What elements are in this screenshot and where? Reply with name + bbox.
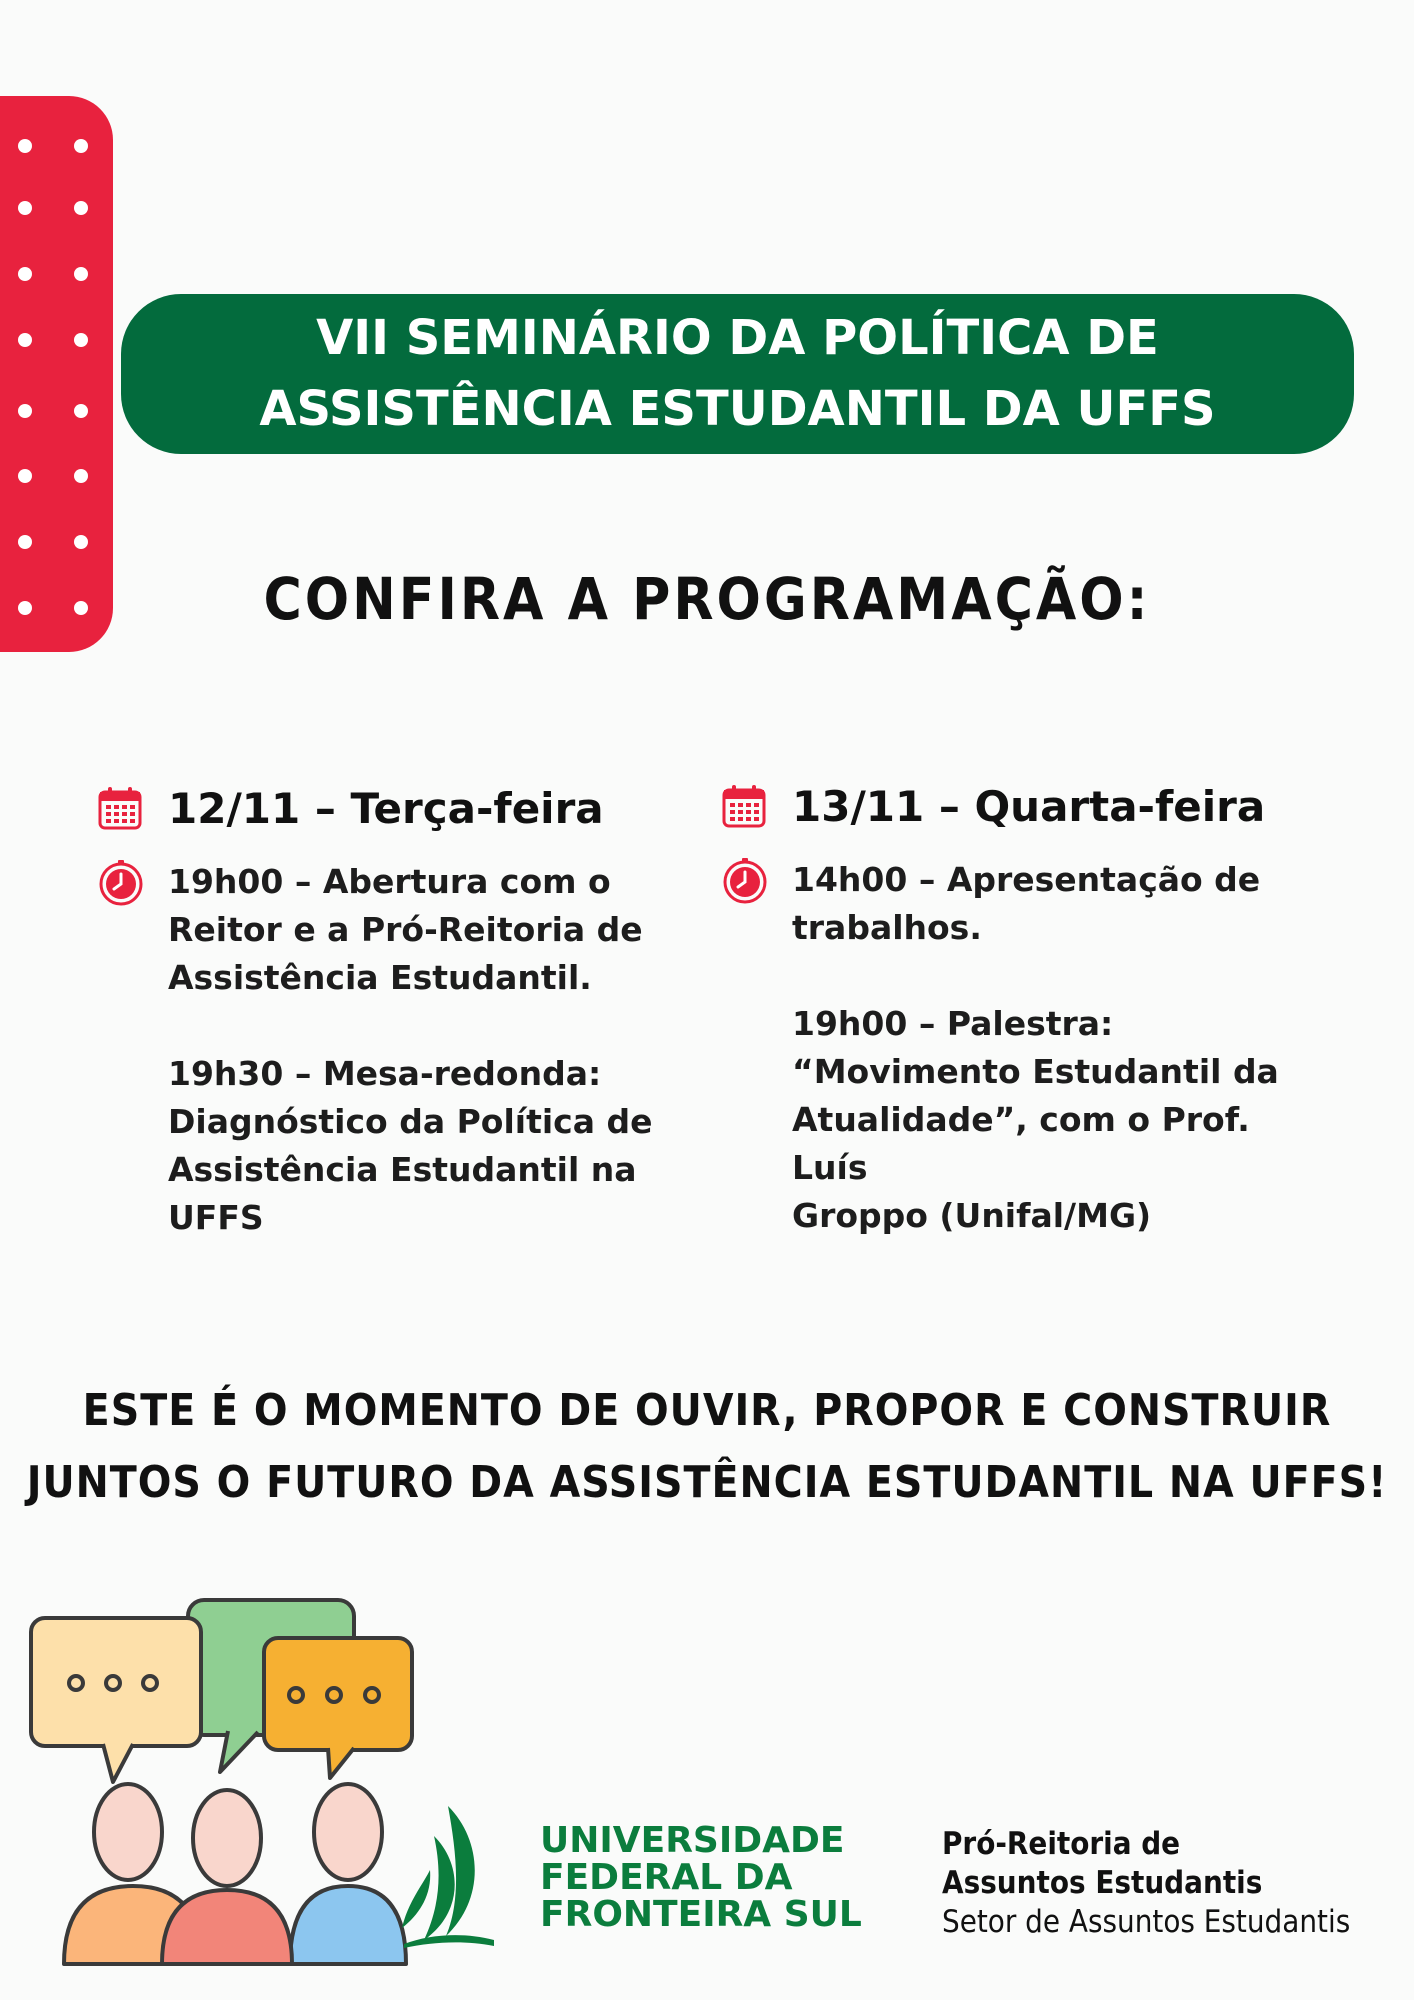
day-date: 12/11 – Terça-feira — [168, 783, 604, 833]
university-line-2: FEDERAL DA — [540, 1857, 793, 1898]
day-header — [98, 778, 658, 838]
uffs-logo — [402, 1806, 494, 1948]
title-line-2: ASSISTÊNCIA ESTUDANTIL DA UFFS — [259, 381, 1216, 437]
title-line-1: VII SEMINÁRIO DA POLÍTICA DE — [316, 310, 1159, 366]
program-heading: CONFIRA A PROGRAMAÇÃO: — [263, 565, 1151, 633]
university-name — [540, 1822, 862, 1933]
day-header — [722, 776, 1322, 836]
decorative-dot — [74, 469, 88, 483]
calendar-icon — [722, 784, 766, 828]
schedule-text: 19h00 – Abertura com o Reitor e a Pró-Reitoria de Assistência Estudantil. 19h30 – Mesa-redonda: Diagnóstico da Política de Assistência Estudantil na UFFS — [168, 862, 653, 1237]
people-chat-illustration — [28, 1596, 416, 1966]
decorative-dot — [18, 333, 32, 347]
decorative-dot — [18, 201, 32, 215]
decorative-dot — [18, 139, 32, 153]
day-column-2 — [722, 776, 1322, 1240]
calendar-icon — [98, 786, 142, 830]
day-schedule — [98, 858, 658, 1242]
closing-line-1: ESTE É O MOMENTO DE OUVIR, PROPOR E CONSTRUIR — [82, 1385, 1332, 1436]
decorative-dot — [18, 469, 32, 483]
decorative-dot — [74, 404, 88, 418]
day-schedule — [722, 856, 1322, 1240]
decorative-dot — [74, 535, 88, 549]
university-line-1: UNIVERSIDADE — [540, 1820, 845, 1861]
department-block — [942, 1825, 1350, 1942]
decorative-dot — [74, 267, 88, 281]
decorative-dot — [74, 139, 88, 153]
department-line-2: Assuntos Estudantis — [942, 1865, 1263, 1901]
closing-message — [0, 1375, 1414, 1519]
day-date: 13/11 – Quarta-feira — [792, 781, 1266, 831]
schedule-text: 14h00 – Apresentação de trabalhos. 19h00 – Palestra: “Movimento Estudantil da Atualidade”, com o Prof. Luís Groppo (Unifal/MG) — [792, 860, 1279, 1235]
decorative-dot — [18, 404, 32, 418]
decorative-dot — [18, 535, 32, 549]
clock-icon — [722, 858, 768, 904]
department-line-1: Pró-Reitoria de — [942, 1826, 1181, 1862]
decorative-dot — [74, 201, 88, 215]
decorative-dot — [74, 333, 88, 347]
closing-line-2: JUNTOS O FUTURO DA ASSISTÊNCIA ESTUDANTIL NA UFFS! — [26, 1457, 1388, 1508]
department-line-3: Setor de Assuntos Estudantis — [942, 1904, 1351, 1940]
seminar-title-banner — [121, 294, 1354, 454]
clock-icon — [98, 860, 144, 906]
university-line-3: FRONTEIRA SUL — [540, 1894, 862, 1935]
decorative-dot — [18, 267, 32, 281]
day-column-1 — [98, 778, 658, 1242]
